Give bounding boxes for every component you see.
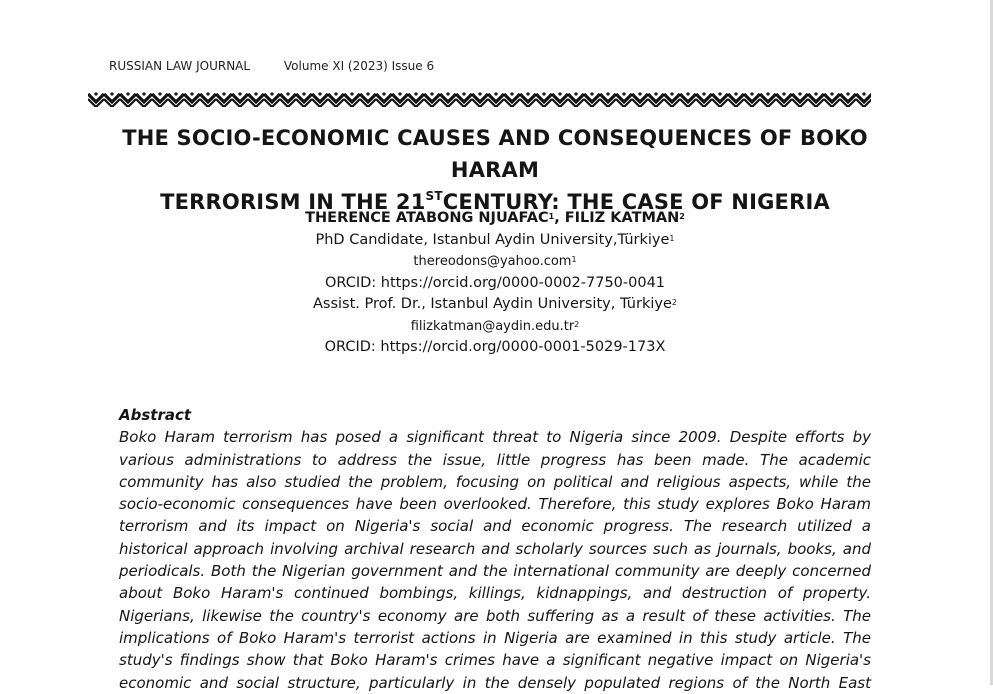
volume-issue: Volume XI (2023) Issue 6 (283, 59, 435, 73)
email-2-text[interactable]: filizkatman@aydin.edu.tr (410, 318, 575, 334)
email-1-text[interactable]: thereodons@yahoo.com (413, 254, 572, 269)
decorative-zigzag-border (88, 91, 871, 107)
author-1-email[interactable] (100, 251, 890, 273)
affiliation-1-sup: 1 (669, 233, 675, 243)
author-2-affiliation (100, 294, 890, 316)
author-separator: , (554, 210, 565, 226)
author-2-sup: 2 (679, 212, 685, 221)
author-block (100, 208, 890, 359)
author-names (100, 208, 890, 230)
email-2-sup: 2 (574, 319, 580, 329)
journal-name: RUSSIAN LAW JOURNAL (109, 59, 251, 73)
affiliation-2-sup: 2 (671, 298, 677, 307)
author-1-name: THERENCE ATABONG NJUAFAC (305, 210, 549, 226)
author-1-affiliation (100, 230, 890, 252)
running-header (109, 59, 434, 73)
title-line-2-end: CENTURY: THE CASE OF NIGERIA (442, 190, 830, 214)
author-1-sup: 1 (548, 212, 555, 221)
title-superscript: ST (425, 189, 443, 203)
author-2-email[interactable] (100, 316, 890, 338)
abstract-body: Boko Haram terrorism has posed a significant threat to Nigeria since 2009. Despite efforts by various administrations to address the issue, little progress has been made. The academic community has also studied the problem, focusing on political and religious aspects, while the socio-economic consequences have been overlooked. Therefore, this study explores Boko Haram terrorism and its impact on Nigeria's social and economic progress. The research utilized a historical approach involving archival research and scholarly sources such as journals, books, and periodicals. Both the Nigerian government and the international community are deeply concerned about Boko Haram's continued bombings, killings, kidnappings, and destruction of property. Nigerians, likewise the country's economy are both suffering as a result of these activities. The implications of Boko Haram's terrorist actions in Nigeria are examined in this study article. The study's findings show that Boko Haram's crimes have a significant negative impact on Nigeria's economic and social structure, particularly in the densely populated regions of the North East (119, 428, 871, 692)
abstract-heading: Abstract (119, 406, 192, 424)
article-title (100, 122, 890, 218)
title-line-1: THE SOCIO-ECONOMIC CAUSES AND CONSEQUENCES OF BOKO HARAM (122, 126, 868, 182)
author-2-orcid[interactable]: ORCID: https://orcid.org/0000-0001-5029-173X (324, 339, 666, 355)
affiliation-1-text: PhD Candidate, Istanbul Aydin University,Türkiye (315, 231, 670, 248)
affiliation-2-text: Assist. Prof. Dr., Istanbul Aydin University, Türkiye (313, 296, 672, 312)
author-2-name: FILIZ KATMAN (564, 210, 680, 226)
email-1-sup: 1 (571, 255, 577, 264)
title-line-2-start: TERRORISM IN THE 21 (160, 190, 426, 214)
author-1-orcid[interactable]: ORCID: https://orcid.org/0000-0002-7750-0041 (324, 274, 666, 291)
abstract-section (119, 404, 871, 694)
